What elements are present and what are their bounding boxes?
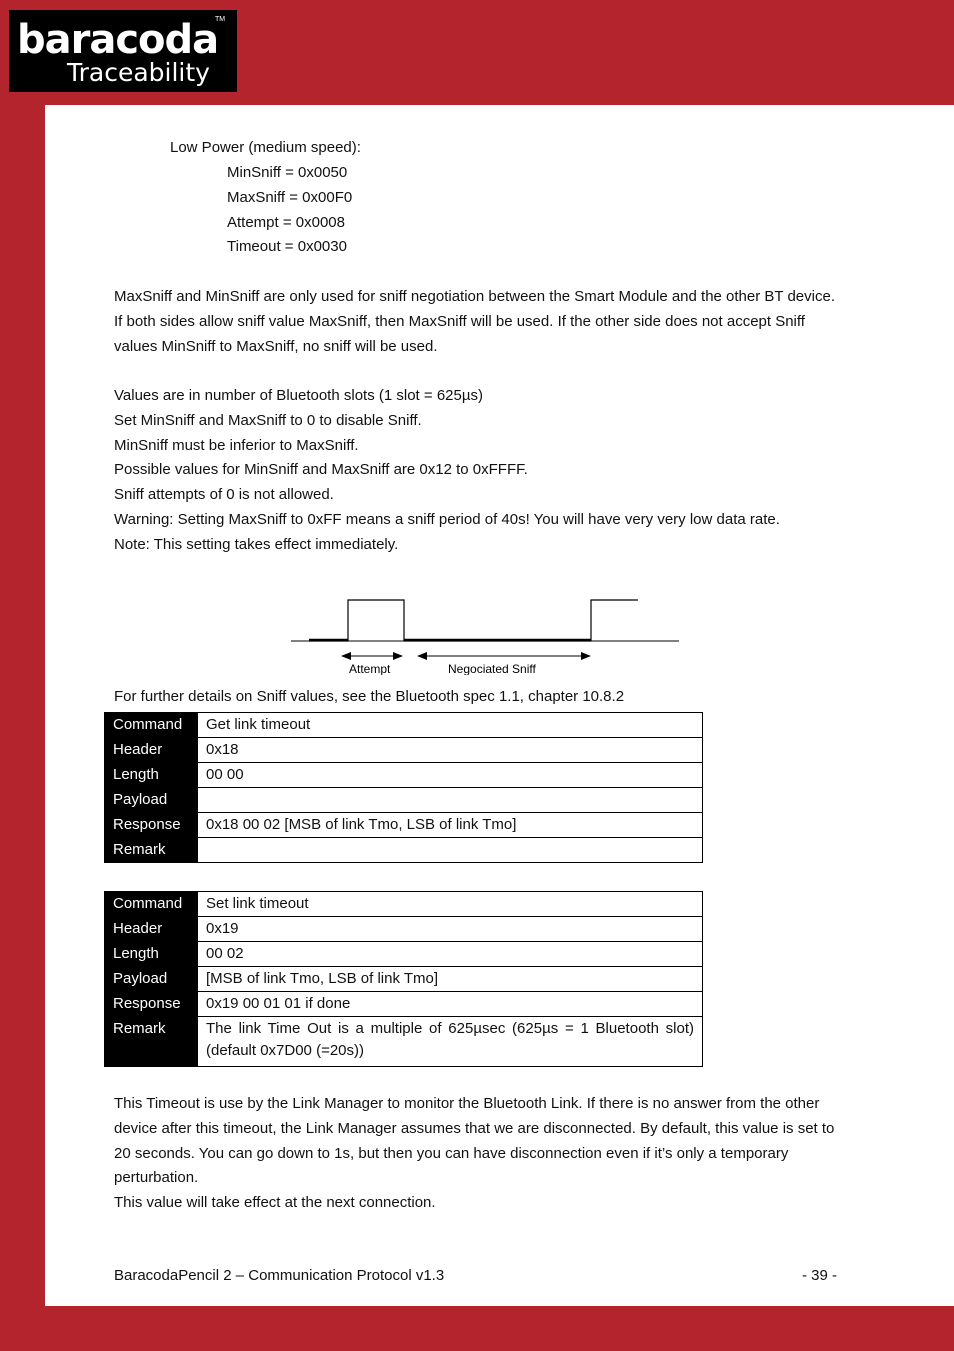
row-value: 0x18 00 02 [MSB of link Tmo, LSB of link Tmo]: [198, 813, 703, 838]
footer-document-title: BaracodaPencil 2 – Communication Protocol v1.3: [114, 1267, 445, 1284]
note-line: Possible values for MinSniff and MaxSniff are 0x12 to 0xFFFF.: [114, 461, 528, 479]
timeout-paragraph: [114, 1092, 842, 1216]
negociated-sniff-label: Negociated Sniff: [448, 662, 536, 675]
row-value: Get link timeout: [198, 713, 703, 738]
low-power-line: Attempt = 0x0008: [227, 214, 345, 231]
table-row: [105, 788, 703, 813]
row-value: 00 02: [198, 942, 703, 967]
table-row: [105, 892, 703, 917]
arrow-head-right-icon: [581, 652, 591, 660]
low-power-line: MaxSniff = 0x00F0: [227, 189, 353, 206]
sniff-notes: [114, 384, 842, 558]
row-key: Header: [105, 738, 198, 763]
arrow-head-right-icon: [393, 652, 403, 660]
row-key: Remark: [105, 838, 198, 863]
row-value: The link Time Out is a multiple of 625µsec (625µs = 1 Bluetooth slot) (default 0x7D00 (=20s)): [198, 1017, 703, 1067]
logo-trademark: TM: [215, 16, 226, 23]
table-row: [105, 967, 703, 992]
note-line: Set MinSniff and MaxSniff to 0 to disable Sniff.: [114, 411, 422, 429]
row-value: 0x19: [198, 917, 703, 942]
row-key: Header: [105, 917, 198, 942]
baracoda-logo: [9, 10, 237, 92]
footer-page-number: - 39 -: [802, 1267, 838, 1284]
paragraph-text: MaxSniff and MinSniff are only used for sniff negotiation between the Smart Module and the other BT device. If both sides allow sniff value MaxSniff, then MaxSniff will be used. If the other side does not accept Sniff values MinSniff to MaxSniff, no sniff will be used.: [114, 288, 835, 355]
row-value: Set link timeout: [198, 892, 703, 917]
arrow-head-left-icon: [341, 652, 351, 660]
logo-subtitle: Traceability: [67, 58, 210, 87]
row-key: Response: [105, 813, 198, 838]
table-row: [105, 763, 703, 788]
row-value: [198, 788, 703, 813]
signal-waveform: [309, 600, 638, 641]
row-key: Command: [105, 713, 198, 738]
row-key: Response: [105, 992, 198, 1017]
row-value: 00 00: [198, 763, 703, 788]
sniff-timing-diagram: [291, 595, 691, 675]
low-power-line: Timeout = 0x0030: [227, 238, 347, 255]
logo-brand: baracoda: [17, 17, 219, 63]
note-line: Sniff attempts of 0 is not allowed.: [114, 486, 334, 504]
further-details-text: For further details on Sniff values, see the Bluetooth spec 1.1, chapter 10.8.2: [114, 688, 625, 705]
paragraph-text: This value will take effect at the next connection.: [114, 1194, 436, 1212]
table-row: [105, 992, 703, 1017]
table-row: [105, 713, 703, 738]
table-row: [105, 917, 703, 942]
row-key: Command: [105, 892, 198, 917]
row-value: [MSB of link Tmo, LSB of link Tmo]: [198, 967, 703, 992]
row-key: Remark: [105, 1017, 198, 1067]
row-value: 0x19 00 01 01 if done: [198, 992, 703, 1017]
warning-line: Warning: Setting MaxSniff to 0xFF means a sniff period of 40s! You will have very very low data rate.: [114, 510, 780, 528]
row-key: Length: [105, 942, 198, 967]
document-page: [45, 105, 954, 1306]
sniff-negotiation-paragraph: [114, 285, 842, 359]
row-value: 0x18: [198, 738, 703, 763]
table-row: [105, 942, 703, 967]
table-row: [105, 838, 703, 863]
arrow-head-left-icon: [417, 652, 427, 660]
paragraph-text: This Timeout is use by the Link Manager to monitor the Bluetooth Link. If there is no answer from the other device after this timeout, the Link Manager assumes that we are disconnected. By default, this value is set to 20 seconds. You can go down to 1s, but then you can have disconnection even if it’s only a temporary perturbation.: [114, 1095, 835, 1187]
row-key: Payload: [105, 788, 198, 813]
table-row: [105, 738, 703, 763]
low-power-line: MinSniff = 0x0050: [227, 164, 348, 181]
table-row: [105, 1017, 703, 1067]
table-row: [105, 813, 703, 838]
row-value: [198, 838, 703, 863]
note-line: MinSniff must be inferior to MaxSniff.: [114, 436, 359, 454]
note-line: Note: This setting takes effect immediately.: [114, 535, 399, 553]
low-power-title: Low Power (medium speed):: [170, 139, 361, 156]
row-key: Payload: [105, 967, 198, 992]
attempt-label: Attempt: [349, 662, 391, 675]
get-link-timeout-table: [104, 712, 703, 863]
row-key: Length: [105, 763, 198, 788]
set-link-timeout-table: [104, 891, 703, 1067]
note-line: Values are in number of Bluetooth slots (1 slot = 625µs): [114, 387, 483, 404]
